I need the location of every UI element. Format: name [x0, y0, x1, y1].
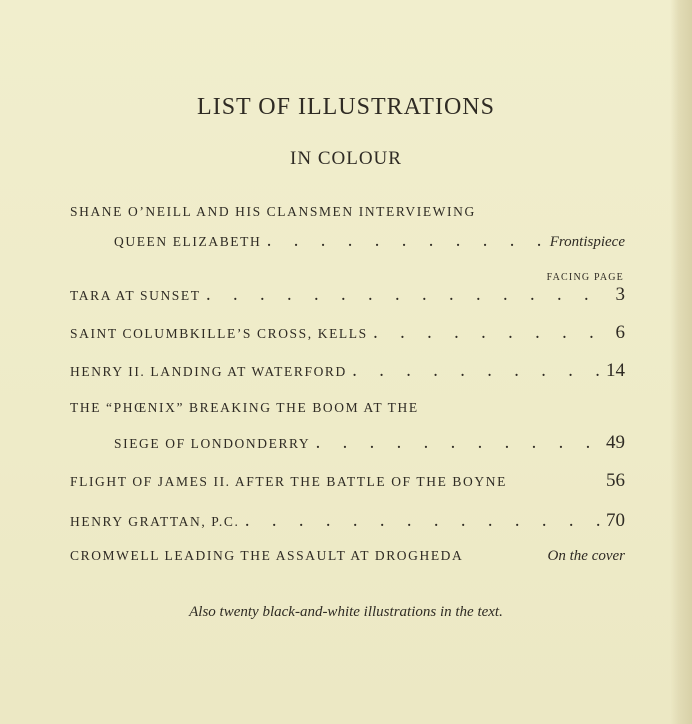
- section-subtitle: IN COLOUR: [290, 148, 402, 169]
- entry-page: 56: [606, 470, 625, 491]
- entry-line: [70, 470, 625, 492]
- entry-line: [114, 432, 625, 454]
- page-title: LIST OF ILLUSTRATIONS: [197, 94, 495, 120]
- entry-page: 3: [615, 284, 625, 305]
- entry-line: [70, 548, 625, 565]
- entry-label: THE “PHŒNIX” BREAKING THE BOOM AT THE: [70, 400, 419, 415]
- entry-label: HENRY GRATTAN, P.C.: [70, 514, 240, 529]
- entry-line: [70, 322, 625, 344]
- entry-label: CROMWELL LEADING THE ASSAULT AT DROGHEDA: [70, 548, 464, 563]
- entry-page: 49: [606, 432, 625, 453]
- entry-page: 70: [606, 510, 625, 531]
- leader-dots: [245, 514, 600, 530]
- entry-label: SHANE O’NEILL AND HIS CLANSMEN INTERVIEWING: [70, 204, 476, 219]
- leader-dots: [267, 234, 543, 250]
- entry-line: [70, 204, 625, 220]
- entry-page: On the cover: [547, 548, 625, 564]
- entry-line: [70, 510, 625, 532]
- entry-label: HENRY II. LANDING AT WATERFORD: [70, 364, 347, 379]
- leader-dots: [353, 364, 600, 380]
- entry-page: 14: [606, 360, 625, 381]
- entry-line: [70, 400, 625, 416]
- facing-page-label: FACING PAGE: [546, 272, 624, 283]
- entry-page: Frontispiece: [549, 234, 625, 250]
- leader-dots: [207, 288, 610, 304]
- entry-label: FLIGHT OF JAMES II. AFTER THE BATTLE OF THE BOYNE: [70, 474, 507, 489]
- leader-dots: [316, 436, 600, 452]
- footer-note: Also twenty black-and-white illustrations in the text.: [189, 604, 503, 620]
- entry-line: [114, 234, 625, 251]
- leader-dots: [374, 326, 610, 342]
- entry-line: [70, 360, 625, 382]
- entry-line: [70, 284, 625, 306]
- entry-page: 6: [615, 322, 625, 343]
- entry-label: TARA AT SUNSET: [70, 288, 201, 303]
- entry-label: SIEGE OF LONDONDERRY: [114, 436, 311, 451]
- entry-label: SAINT COLUMBKILLE’S CROSS, KELLS: [70, 326, 368, 341]
- entry-label: QUEEN ELIZABETH: [114, 234, 262, 249]
